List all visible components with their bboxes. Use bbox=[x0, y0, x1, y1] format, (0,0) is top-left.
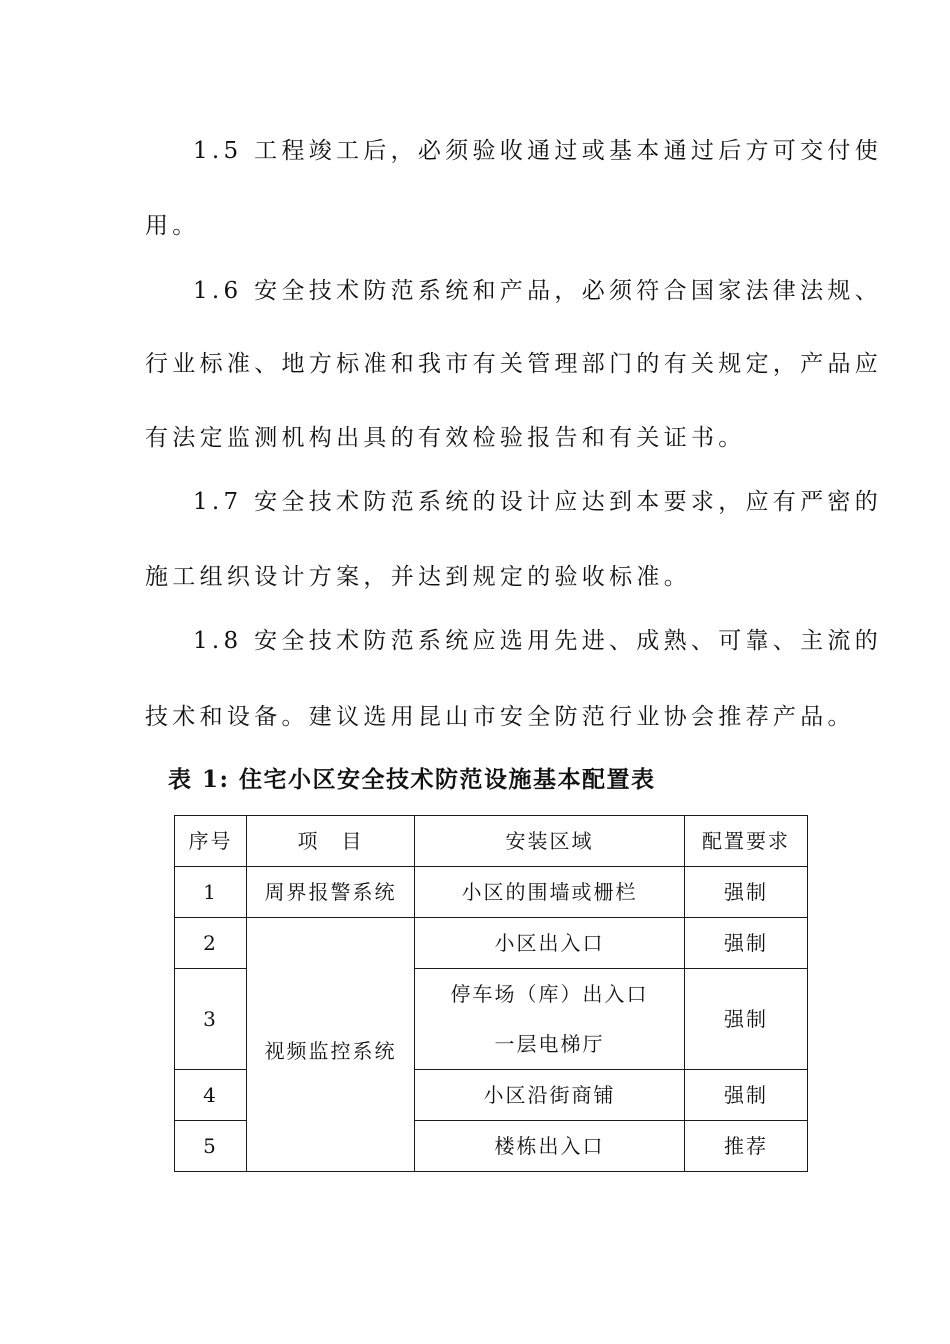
row-no: 2 bbox=[175, 918, 247, 969]
paragraph-1-5-line-1: 1.5 工程竣工后，必须验收通过或基本通过后方可交付使 bbox=[193, 138, 882, 164]
row-requirement: 推荐 bbox=[685, 1121, 808, 1172]
row-area-multi bbox=[415, 969, 685, 1070]
row-item: 周界报警系统 bbox=[247, 867, 415, 918]
row-area-line: 停车场（库）出入口 bbox=[450, 982, 649, 1006]
paragraph-1-5-line-2: 用。 bbox=[145, 213, 200, 239]
paragraph-1-6-line-3: 有法定监测机构出具的有效检验报告和有关证书。 bbox=[145, 425, 746, 451]
row-no: 5 bbox=[175, 1121, 247, 1172]
row-requirement: 强制 bbox=[685, 969, 808, 1070]
row-no: 4 bbox=[175, 1070, 247, 1121]
paragraph-1-6-line-2: 行业标准、地方标准和我市有关管理部门的有关规定，产品应 bbox=[145, 351, 883, 377]
paragraph-1-7-line-1: 1.7 安全技术防范系统的设计应达到本要求，应有严密的 bbox=[193, 489, 882, 515]
paragraph-1-8-line-2: 技术和设备。建议选用昆山市安全防范行业协会推荐产品。 bbox=[145, 704, 855, 730]
table-row bbox=[175, 918, 808, 969]
row-requirement: 强制 bbox=[685, 1070, 808, 1121]
config-table bbox=[174, 815, 808, 1172]
row-area-line: 一层电梯厅 bbox=[494, 1032, 605, 1056]
row-area: 小区的围墙或栅栏 bbox=[415, 867, 685, 918]
paragraph-1-6-line-1: 1.6 安全技术防范系统和产品，必须符合国家法律法规、 bbox=[193, 278, 882, 304]
row-requirement: 强制 bbox=[685, 918, 808, 969]
row-requirement: 强制 bbox=[685, 867, 808, 918]
table-row bbox=[175, 867, 808, 918]
row-no: 3 bbox=[175, 969, 247, 1070]
header-item: 项 目 bbox=[247, 816, 415, 867]
table-caption: 表 1: 住宅小区安全技术防范设施基本配置表 bbox=[168, 766, 656, 793]
header-requirement: 配置要求 bbox=[685, 816, 808, 867]
header-area: 安装区域 bbox=[415, 816, 685, 867]
row-area: 楼栋出入口 bbox=[415, 1121, 685, 1172]
paragraph-1-7-line-2: 施工组织设计方案，并达到规定的验收标准。 bbox=[145, 564, 691, 590]
row-area: 小区出入口 bbox=[415, 918, 685, 969]
row-area: 小区沿街商铺 bbox=[415, 1070, 685, 1121]
row-item-video-surveillance: 视频监控系统 bbox=[247, 918, 415, 1172]
row-no: 1 bbox=[175, 867, 247, 918]
header-no: 序号 bbox=[175, 816, 247, 867]
table-header-row bbox=[175, 816, 808, 867]
paragraph-1-8-line-1: 1.8 安全技术防范系统应选用先进、成熟、可靠、主流的 bbox=[193, 628, 882, 654]
